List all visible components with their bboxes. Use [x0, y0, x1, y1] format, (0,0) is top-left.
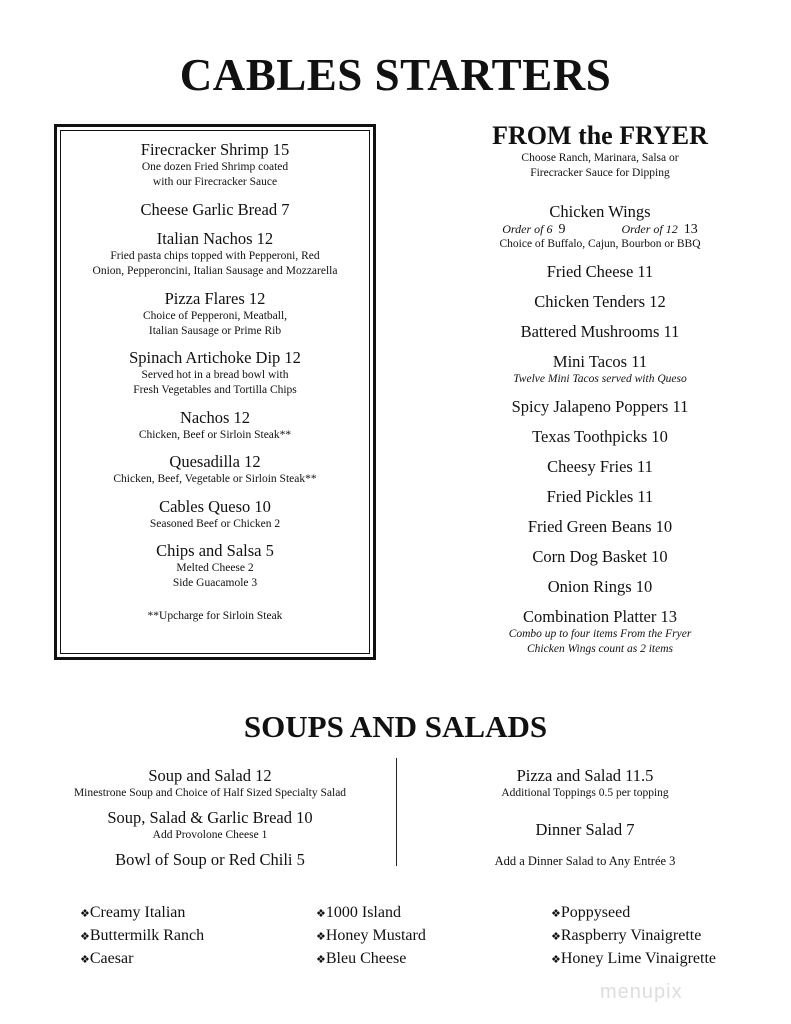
item-desc: Italian Sausage or Prime Rib — [148, 324, 282, 337]
dressing-name: Buttermilk Ranch — [89, 927, 205, 944]
item-desc: Chicken, Beef or Sirloin Steak** — [138, 428, 292, 441]
diamond-bullet-icon: ❖ — [80, 908, 90, 920]
item-name: Cables Queso 10 — [159, 496, 271, 516]
add-dinner-salad: Add a Dinner Salad to Any Entrée 3 — [494, 854, 676, 868]
item-name: Onion Rings 10 — [547, 577, 653, 596]
item-name: Cheese Garlic Bread 7 — [140, 199, 290, 219]
starters-list — [57, 140, 373, 624]
item-desc: Served hot in a bread bowl with — [141, 369, 289, 381]
dressing-name: Caesar — [89, 950, 134, 967]
dressing-option — [551, 925, 716, 948]
item-desc: Fresh Vegetables and Tortilla Chips — [133, 384, 297, 396]
dressing-name: Honey Mustard — [325, 927, 426, 944]
diamond-bullet-icon: ❖ — [551, 931, 561, 943]
item-desc: with our Firecracker Sauce — [152, 176, 278, 188]
diamond-bullet-icon: ❖ — [316, 931, 326, 943]
item-name: Pizza Flares 12 — [164, 288, 266, 308]
item-desc: Choice of Buffalo, Cajun, Bourbon or BBQ — [499, 238, 701, 250]
dressing-option — [316, 948, 426, 971]
dressing-option — [316, 902, 426, 925]
dressings-col-2 — [316, 902, 426, 971]
item-name: Battered Mushrooms 11 — [520, 322, 680, 341]
menu-item-fried-green-beans — [420, 517, 780, 537]
item-desc: One dozen Fried Shrimp coated — [141, 161, 289, 173]
dressing-option — [551, 948, 716, 971]
menu-item-soup-salad-garlic-bread — [20, 808, 400, 843]
menu-item-combination-platter — [420, 607, 780, 657]
diamond-bullet-icon: ❖ — [551, 908, 561, 920]
fryer-heading: FROM the FRYER — [492, 121, 708, 150]
fryer-subtitle — [420, 151, 780, 181]
menu-item-chicken-tenders — [420, 292, 780, 312]
starters-note: **Upcharge for Sirloin Steak — [147, 610, 283, 622]
item-desc: Melted Cheese 2 — [176, 562, 254, 574]
menu-item-corn-dog-basket — [420, 547, 780, 567]
dressing-name: Creamy Italian — [89, 904, 186, 921]
menu-item-fried-pickles — [420, 487, 780, 507]
item-name: Texas Toothpicks 10 — [532, 427, 668, 446]
menu-item-cheesy-fries — [420, 457, 780, 477]
item-name: Bowl of Soup or Red Chili 5 — [115, 850, 305, 869]
item-desc: Combo up to four items From the Fryer — [508, 628, 692, 640]
diamond-bullet-icon: ❖ — [80, 931, 90, 943]
menu-item-chips-and-salsa — [57, 541, 373, 591]
item-name: Fried Green Beans 10 — [527, 517, 673, 536]
item-name: Pizza and Salad 11.5 — [516, 766, 654, 785]
diamond-bullet-icon: ❖ — [316, 908, 326, 920]
item-name: Fried Cheese 11 — [546, 262, 654, 281]
item-name: Corn Dog Basket 10 — [532, 547, 668, 566]
order12-label: Order of 12 — [621, 222, 678, 236]
item-name: Cheesy Fries 11 — [547, 457, 653, 476]
item-name: Soup and Salad 12 — [148, 766, 272, 785]
item-desc: Seasoned Beef or Chicken 2 — [149, 517, 281, 530]
dressing-option — [551, 902, 716, 925]
dressings-col-1 — [80, 902, 204, 971]
item-desc: Chicken, Beef, Vegetable or Sirloin Steak** — [113, 473, 317, 485]
item-desc: Twelve Mini Tacos served with Queso — [513, 373, 687, 385]
order12-price: 13 — [683, 222, 698, 237]
fryer-list — [420, 151, 780, 657]
soups-heading: SOUPS AND SALADS — [243, 709, 548, 744]
dressing-option — [316, 925, 426, 948]
item-desc: Side Guacamole 3 — [172, 577, 258, 589]
item-name: Dinner Salad 7 — [535, 820, 635, 839]
menu-item-spinach-artichoke-dip — [57, 348, 373, 398]
menu-item-pizza-flares — [57, 289, 373, 339]
item-name: Fried Pickles 11 — [546, 487, 654, 506]
diamond-bullet-icon: ❖ — [80, 954, 90, 966]
item-desc: Choice of Pepperoni, Meatball, — [142, 309, 288, 322]
item-name: Mini Tacos 11 — [552, 352, 648, 371]
item-name: Quesadilla 12 — [169, 452, 261, 471]
fryer-subtitle-line: Firecracker Sauce for Dipping — [530, 167, 670, 179]
item-desc: Fried pasta chips topped with Pepperoni, Red — [110, 250, 320, 262]
item-desc: Chicken Wings count as 2 items — [527, 643, 673, 655]
soups-right-list — [400, 759, 770, 869]
menu-item-onion-rings — [420, 577, 780, 597]
item-name: Spicy Jalapeno Poppers 11 — [511, 397, 689, 416]
diamond-bullet-icon: ❖ — [316, 954, 326, 966]
item-name: Chips and Salsa 5 — [156, 541, 274, 560]
fryer-subtitle-line: Choose Ranch, Marinara, Salsa or — [521, 152, 679, 164]
menu-item-bowl-of-soup-or-red-chili — [20, 850, 400, 870]
item-desc: Minestrone Soup and Choice of Half Sized Specialty Salad — [73, 787, 347, 799]
menu-item-cheese-garlic-bread — [57, 200, 373, 220]
menu-item-quesadilla — [57, 452, 373, 487]
menu-item-texas-toothpicks — [420, 427, 780, 447]
menu-item-mini-tacos — [420, 352, 780, 387]
menu-item-soup-and-salad — [20, 766, 400, 801]
dressings-col-3 — [551, 902, 716, 971]
order6-label: Order of 6 — [502, 222, 553, 236]
diamond-bullet-icon: ❖ — [551, 954, 561, 966]
item-name: Nachos 12 — [179, 407, 251, 427]
dressing-name: 1000 Island — [325, 904, 401, 921]
dressing-name: Bleu Cheese — [325, 950, 407, 967]
item-name: Italian Nachos 12 — [156, 229, 274, 248]
menu-item-firecracker-shrimp — [57, 140, 373, 190]
dressing-name: Poppyseed — [560, 904, 631, 921]
item-name: Chicken Wings — [549, 202, 651, 221]
menu-item-nachos — [57, 408, 373, 443]
menu-item-chicken-wings — [420, 202, 780, 252]
menu-item-battered-mushrooms — [420, 322, 780, 342]
fryer-items — [420, 262, 780, 657]
item-desc: Onion, Pepperoncini, Italian Sausage and Mozzarella — [92, 265, 338, 277]
item-name: Chicken Tenders 12 — [534, 292, 666, 311]
item-name: Spinach Artichoke Dip 12 — [129, 348, 301, 367]
page-title: CABLES STARTERS — [179, 50, 612, 100]
dressing-name: Honey Lime Vinaigrette — [560, 950, 717, 967]
soups-left-list — [20, 759, 400, 870]
item-name: Soup, Salad & Garlic Bread 10 — [107, 808, 313, 827]
item-desc: Additional Toppings 0.5 per topping — [501, 787, 669, 799]
dressing-name: Raspberry Vinaigrette — [560, 927, 702, 944]
order6-price: 9 — [558, 222, 566, 237]
dressing-option — [80, 925, 204, 948]
menu-item-italian-nachos — [57, 229, 373, 279]
menu-item-spicy-jalapeno-poppers — [420, 397, 780, 417]
menu-item-pizza-and-salad — [400, 766, 770, 801]
menu-item-fried-cheese — [420, 262, 780, 282]
dressing-option — [80, 948, 204, 971]
menu-item-cables-queso — [57, 497, 373, 532]
item-name: Combination Platter 13 — [523, 607, 677, 626]
item-name: Firecracker Shrimp 15 — [140, 140, 290, 159]
item-desc: Add Provolone Cheese 1 — [152, 829, 268, 841]
dressing-option — [80, 902, 204, 925]
watermark: menupix — [600, 981, 683, 1003]
menu-item-dinner-salad — [400, 820, 770, 840]
wing-orders — [420, 222, 780, 237]
